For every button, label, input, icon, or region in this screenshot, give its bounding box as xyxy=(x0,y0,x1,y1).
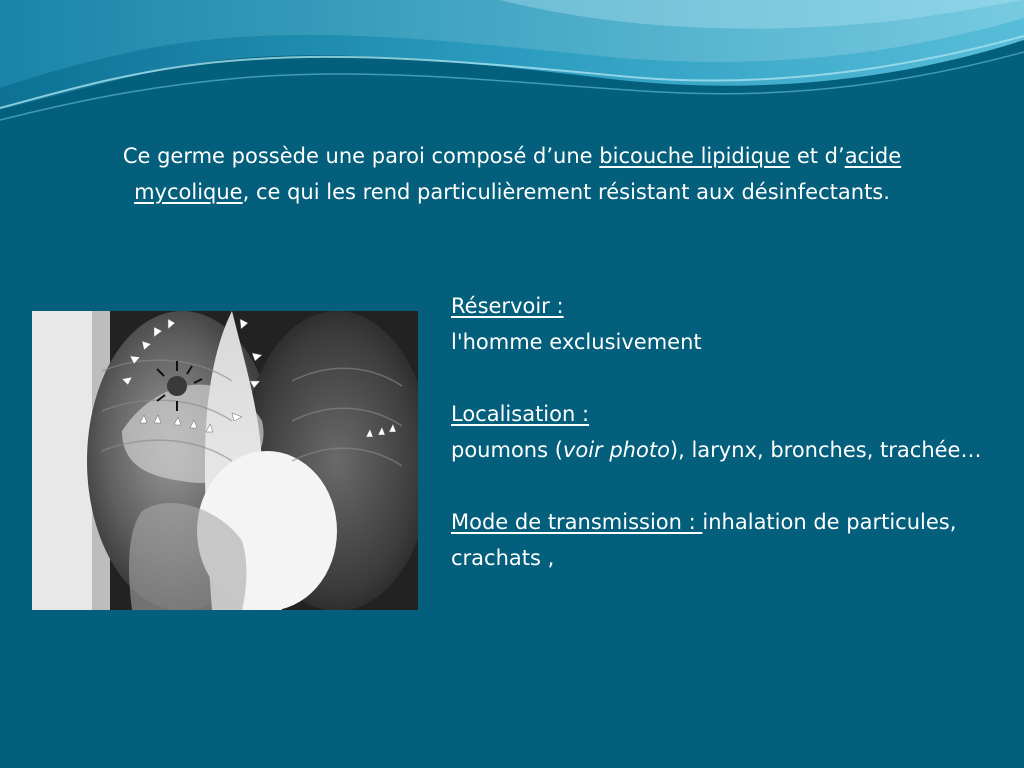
reservoir-value: l'homme exclusivement xyxy=(451,330,702,354)
transmission-label: Mode de transmission : xyxy=(451,510,703,534)
localisation-value xyxy=(451,432,991,468)
reservoir-label: Réservoir : xyxy=(451,294,564,318)
acide-mycolique-link: acide mycolique xyxy=(134,144,902,204)
intro-text-2: et d’ xyxy=(790,144,845,168)
header-wave-decoration xyxy=(0,0,1024,130)
transmission-line xyxy=(451,504,991,576)
transmission-value: inhalation de particules, crachats , xyxy=(451,510,957,570)
chest-xray-image xyxy=(32,311,418,610)
info-panel xyxy=(451,288,991,576)
voir-photo-text: voir photo xyxy=(562,438,670,462)
intro-text-3: , ce qui les rend particulièrement résistant aux désinfectants. xyxy=(242,180,890,204)
bicouche-lipidique-link: bicouche lipidique xyxy=(599,144,791,168)
localisation-pre: poumons ( xyxy=(451,438,563,462)
intro-paragraph xyxy=(70,138,954,210)
intro-text-1: Ce germe possède une paroi composé d’une xyxy=(122,144,600,168)
localisation-post: ), larynx, bronches, trachée… xyxy=(669,438,982,462)
localisation-label: Localisation : xyxy=(451,402,590,426)
